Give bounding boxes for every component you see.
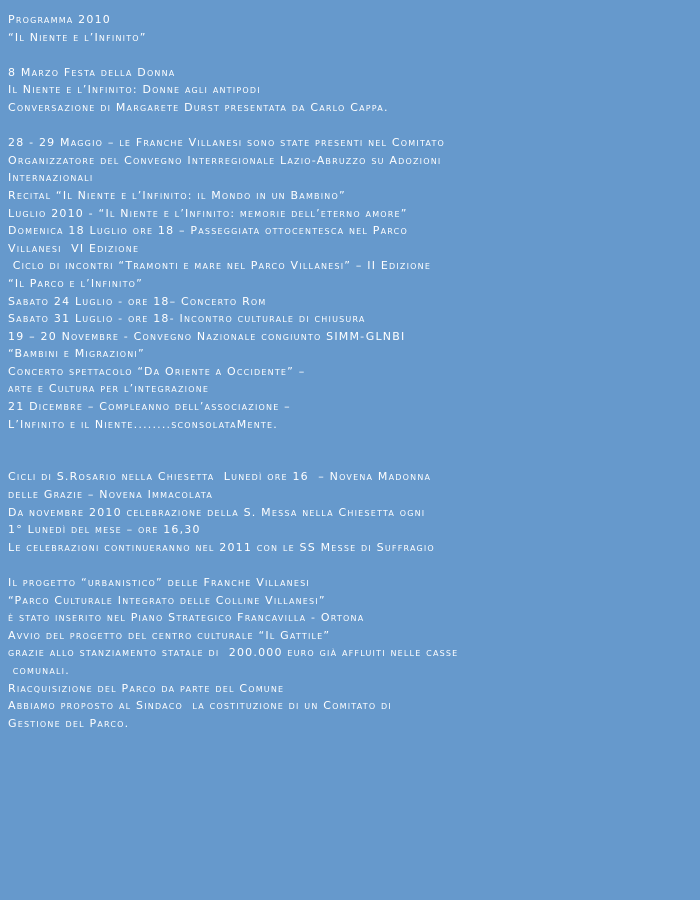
- text-line: 8 Marzo Festa della Donna: [8, 65, 176, 79]
- blank-line: [8, 451, 698, 469]
- text-line: Abbiamo proposto al Sindaco la costituzione di un Comitato di: [8, 699, 392, 713]
- text-line: Luglio 2010 - “Il Niente e l’Infinito: memorie dell’eterno amore”: [8, 206, 408, 220]
- text-line: grazie allo stanziamento statale di 200.000 euro già affluiti nelle casse: [8, 646, 459, 660]
- blank-line: [8, 46, 698, 64]
- text-line: Organizzatore del Convegno Interregionale Lazio-Abruzzo su Adozioni: [8, 153, 442, 167]
- text-line: Cicli di S.Rosario nella Chiesetta Lunedì ore 16 – Novena Madonna: [8, 470, 432, 484]
- text-line: Sabato 24 Luglio - ore 18– Concerto Rom: [8, 294, 267, 308]
- program-text: [8, 11, 698, 732]
- text-line: 21 Dicembre – Compleanno dell’associazione –: [8, 400, 291, 414]
- text-line: Avvio del progetto del centro culturale “Il Gattile”: [8, 628, 331, 642]
- text-line: è stato inserito nel Piano Strategico Francavilla - Ortona: [8, 611, 365, 625]
- text-line: Recital “Il Niente e l’Infinito: il Mondo in un Bambino”: [8, 188, 346, 202]
- text-line: Gestione del Parco.: [8, 716, 130, 730]
- text-line: Le celebrazioni continueranno nel 2011 con le SS Messe di Suffragio: [8, 540, 435, 554]
- text-line: Riacquisizione del Parco da parte del Comune: [8, 681, 285, 695]
- text-line: Domenica 18 Luglio ore 18 – Passeggiata ottocentesca nel Parco: [8, 224, 408, 238]
- text-line: 19 – 20 Novembre - Convegno Nazionale congiunto SIMM-GLNBI: [8, 329, 406, 343]
- text-line: arte e Cultura per l’integrazione: [8, 382, 210, 396]
- text-line: Internazionali: [8, 171, 94, 185]
- text-line: Il Niente e l’Infinito: Donne agli antipodi: [8, 83, 261, 97]
- text-line: “Bambini e Migrazioni”: [8, 347, 145, 361]
- text-line: Da novembre 2010 celebrazione della S. Messa nella Chiesetta ogni: [8, 505, 426, 519]
- text-line: Concerto spettacolo “Da Oriente a Occidente” –: [8, 364, 306, 378]
- text-line: L’Infinito e il Niente........sconsolataMente.: [8, 417, 278, 431]
- text-line: “Il Parco e l’Infinito”: [8, 276, 144, 290]
- text-line: 28 - 29 Maggio – le Franche Villanesi sono state presenti nel Comitato: [8, 136, 446, 150]
- blank-line: [8, 433, 698, 451]
- text-line: 1° Lunedì del mese – ore 16,30: [8, 523, 201, 537]
- text-line: Sabato 31 Luglio - ore 18- Incontro culturale di chiusura: [8, 312, 366, 326]
- text-line: “Il Niente e l’Infinito”: [8, 30, 147, 44]
- text-line: Conversazione di Margarete Durst presentata da Carlo Cappa.: [8, 100, 389, 114]
- text-line: Il progetto “urbanistico” delle Franche Villanesi: [8, 576, 310, 589]
- blank-line: [8, 556, 698, 574]
- blank-line: [8, 117, 698, 135]
- text-line: Villanesi VI Edizione: [8, 241, 140, 255]
- text-line: Ciclo di incontri “Tramonti e mare nel Parco Villanesi” – II Edizione: [8, 259, 432, 273]
- text-line: comunali.: [8, 663, 70, 677]
- text-line: delle Grazie – Novena Immacolata: [8, 488, 214, 502]
- text-line: Programma 2010: [8, 13, 111, 26]
- text-line: “Parco Culturale Integrato delle Colline Villanesi”: [8, 593, 326, 607]
